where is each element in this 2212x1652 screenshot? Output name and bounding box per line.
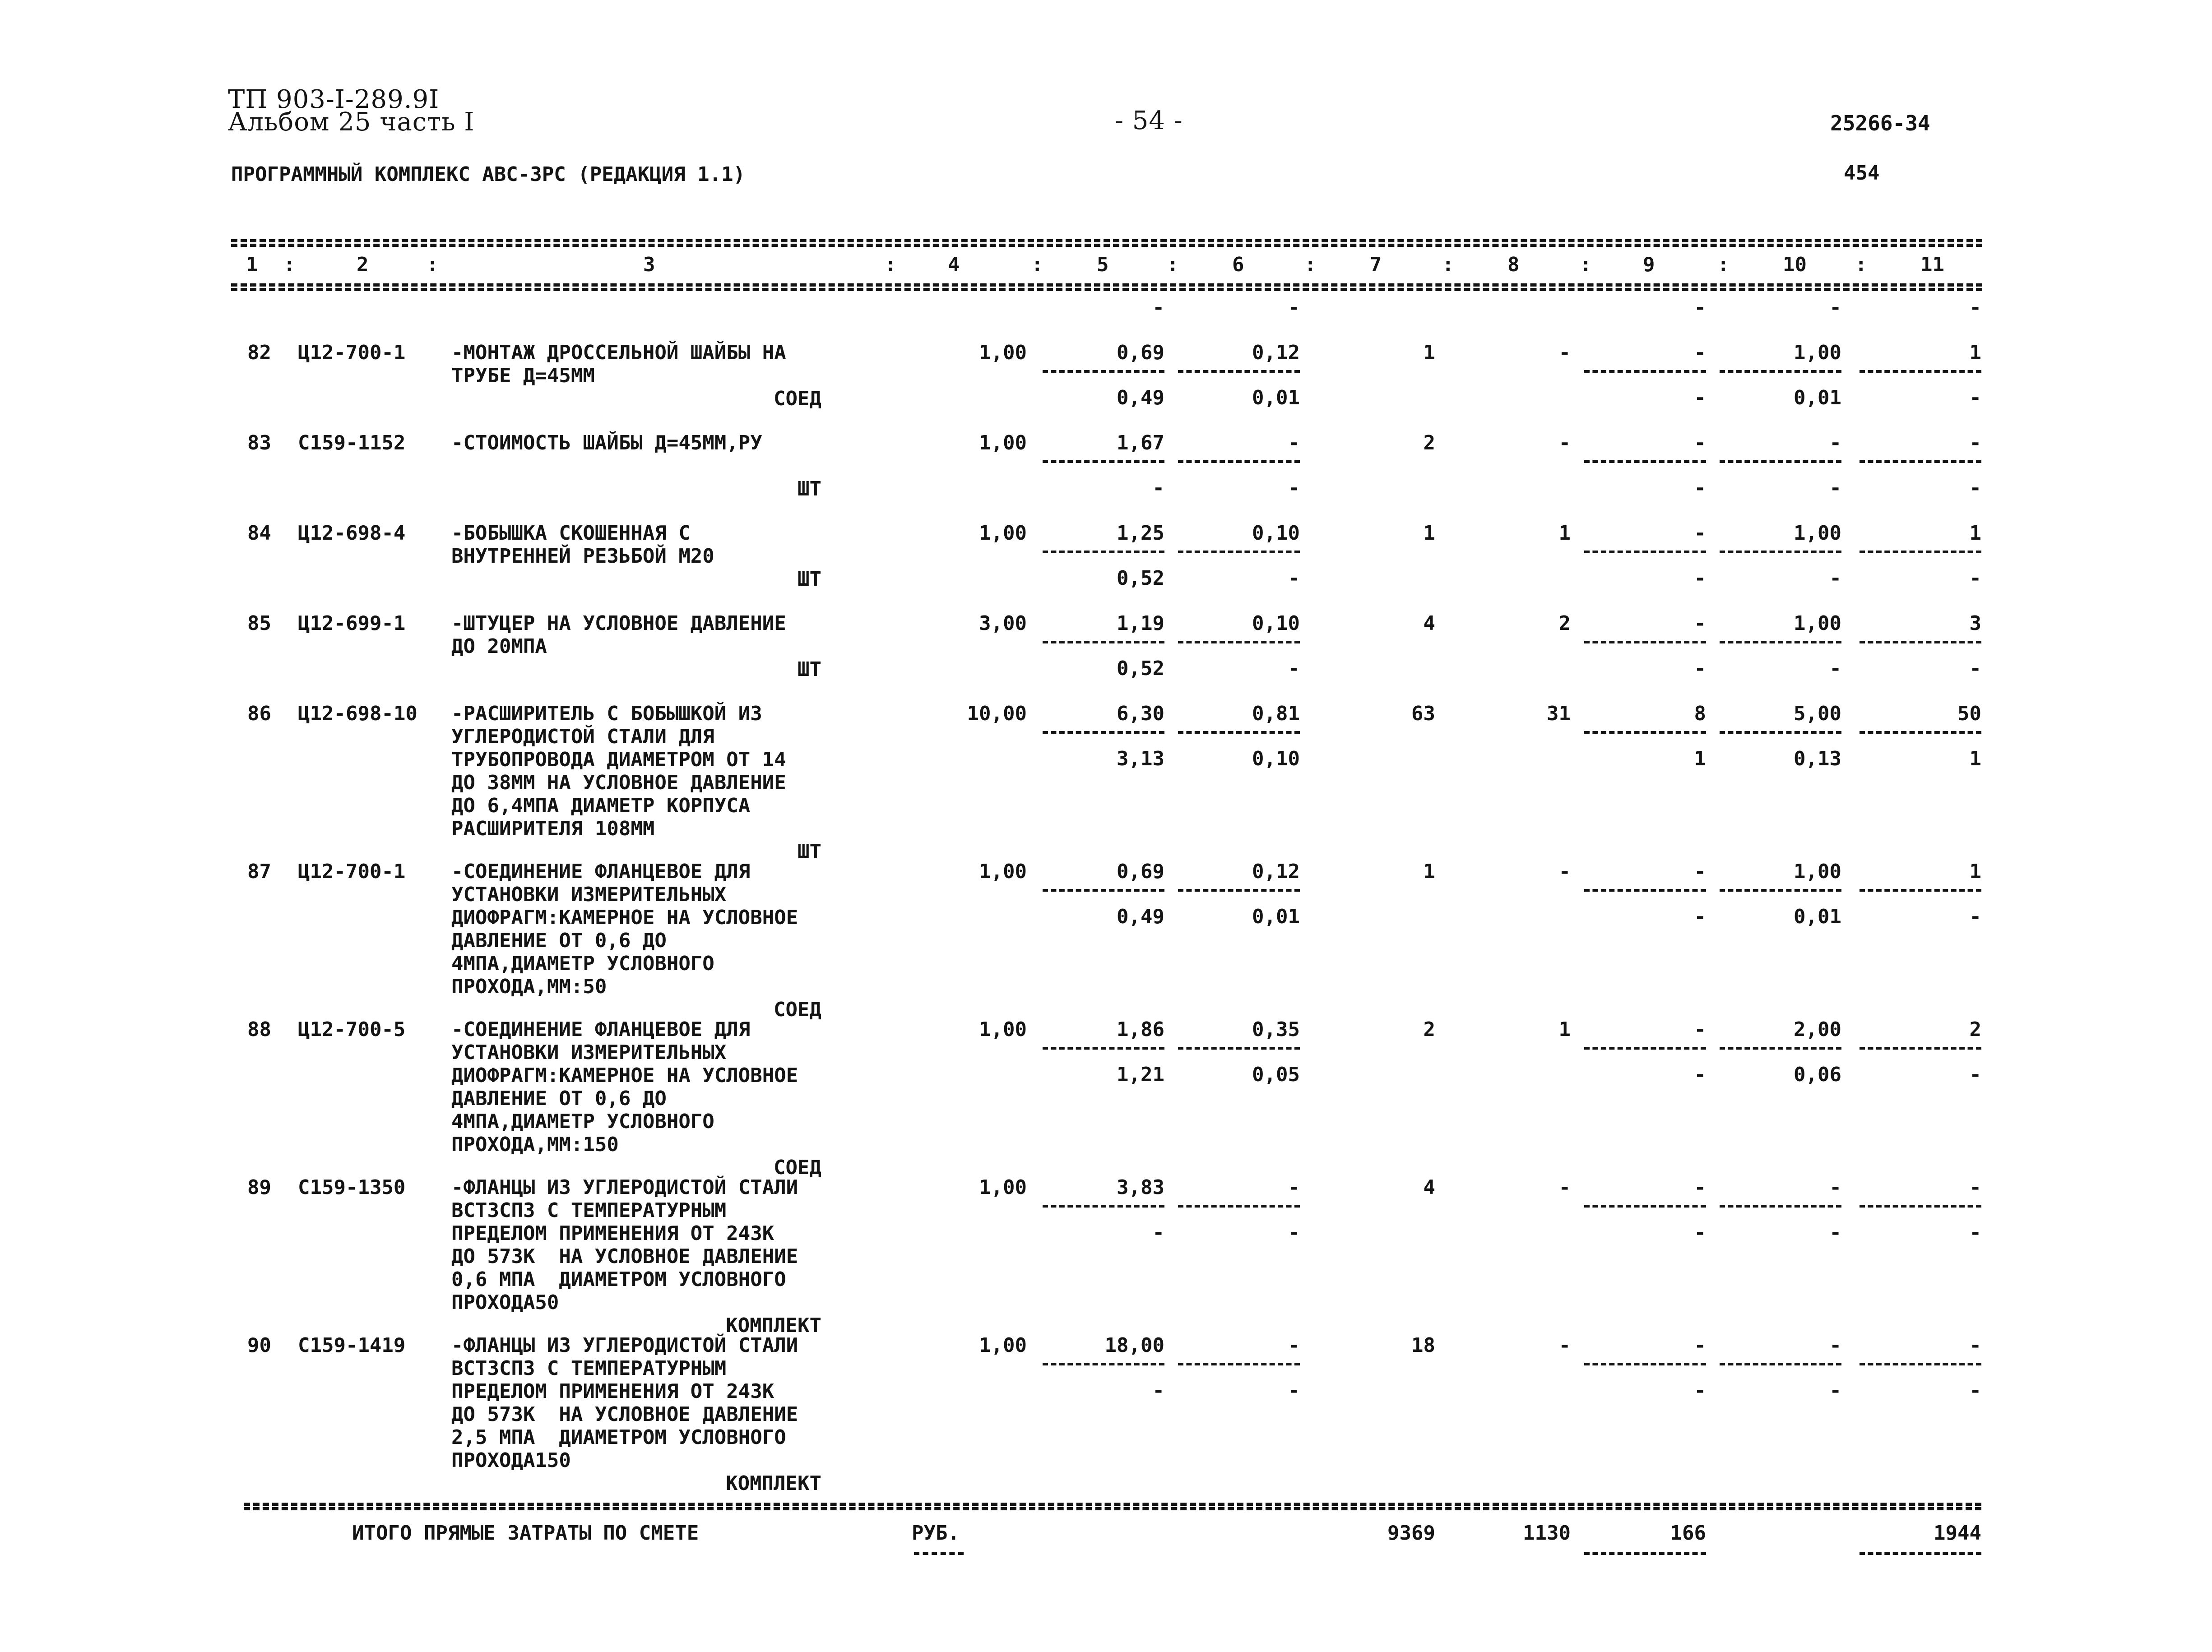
row-quantity: 1,00 — [979, 1018, 1027, 1041]
row-col6-rule — [1178, 1363, 1300, 1365]
row-description-line: ПРОХОДА,ММ:150 — [451, 1133, 619, 1156]
row-col11: 50 — [1957, 702, 1981, 725]
row-description-line: ТРУБЕ Д=45ММ — [451, 364, 595, 387]
row-col9-lower: - — [1694, 905, 1706, 928]
column-separator: : — [1031, 253, 1043, 276]
column-header-8: 8 — [1507, 253, 1520, 276]
column-header-6: 6 — [1232, 253, 1244, 276]
row-col9-rule — [1584, 641, 1706, 643]
row-description-line: 4МПА,ДИАМЕТР УСЛОВНОГО — [451, 1110, 714, 1133]
row-col9: - — [1694, 341, 1706, 364]
row-col11: 1 — [1969, 341, 1981, 364]
row-col6: - — [1288, 431, 1300, 454]
row-quantity: 10,00 — [967, 702, 1027, 725]
row-col10: 2,00 — [1794, 1018, 1841, 1041]
row-col11: 1 — [1969, 522, 1981, 545]
row-col10-lower: 0,01 — [1794, 905, 1841, 928]
row-col7: 4 — [1423, 1176, 1435, 1199]
row-col9-rule — [1584, 889, 1706, 892]
row-col6-lower: - — [1288, 296, 1300, 319]
row-description-line: 0,6 МПА ДИАМЕТРОМ УСЛОВНОГО — [451, 1268, 786, 1291]
row-col6: 0,81 — [1252, 702, 1300, 725]
column-header-11: 11 — [1920, 253, 1944, 276]
row-col11-rule — [1860, 889, 1981, 892]
row-col9-lower: - — [1694, 1221, 1706, 1244]
row-col8: - — [1558, 341, 1571, 364]
row-quantity: 1,00 — [979, 860, 1027, 883]
row-col10: - — [1829, 1334, 1841, 1357]
row-col9-lower: - — [1694, 1379, 1706, 1402]
row-col10-lower: - — [1829, 1379, 1841, 1402]
column-header-4: 4 — [948, 253, 960, 276]
row-col6-rule — [1178, 1205, 1300, 1208]
row-col9-rule — [1584, 1363, 1706, 1365]
row-quantity: 1,00 — [979, 431, 1027, 454]
row-col10: 1,00 — [1794, 522, 1841, 545]
total-col9-underline — [1584, 1552, 1706, 1555]
row-col10-rule — [1720, 731, 1841, 734]
row-description-line: ПРОХОДА50 — [451, 1291, 559, 1314]
row-col5: 1,19 — [1117, 612, 1164, 635]
row-col5-rule — [1043, 460, 1164, 463]
row-col6-lower: - — [1288, 1221, 1300, 1244]
row-code: Ц12-700-5 — [298, 1018, 406, 1041]
row-col11-lower: - — [1969, 1379, 1981, 1402]
column-header-9: 9 — [1643, 253, 1655, 276]
sheet-number: 454 — [1844, 162, 1880, 185]
column-separator: : — [427, 253, 439, 276]
album-label: Альбом 25 часть I — [228, 107, 475, 137]
row-number: 89 — [247, 1176, 271, 1199]
row-col9: - — [1694, 522, 1706, 545]
row-description-line: ТРУБОПРОВОДА ДИАМЕТРОМ ОТ 14 — [451, 748, 786, 771]
column-header-10: 10 — [1783, 253, 1807, 276]
row-col10: - — [1829, 1176, 1841, 1199]
row-col11-rule — [1860, 641, 1981, 643]
row-col5: 0,69 — [1117, 341, 1164, 364]
row-col9-rule — [1584, 1205, 1706, 1208]
row-description-line: ДО 573К НА УСЛОВНОЕ ДАВЛЕНИЕ — [451, 1403, 798, 1426]
row-col8: - — [1558, 1176, 1571, 1199]
row-col10-rule — [1720, 641, 1841, 643]
row-col6-rule — [1178, 370, 1300, 373]
row-col5: 3,83 — [1117, 1176, 1164, 1199]
row-col5-lower: 1,21 — [1117, 1063, 1164, 1086]
row-col9: - — [1694, 431, 1706, 454]
row-description-line: -ШТУЦЕР НА УСЛОВНОЕ ДАВЛЕНИЕ — [451, 612, 786, 635]
row-col6: 0,10 — [1252, 612, 1300, 635]
row-col7: 18 — [1411, 1334, 1435, 1357]
row-description-line: ПРЕДЕЛОМ ПРИМЕНЕНИЯ ОТ 243К — [451, 1222, 774, 1245]
row-quantity: 1,00 — [979, 1176, 1027, 1199]
total-label: ИТОГО ПРЯМЫЕ ЗАТРАТЫ ПО СМЕТЕ — [352, 1522, 699, 1545]
table-top-rule-2 — [231, 244, 1982, 247]
row-description-line: -ФЛАНЦЫ ИЗ УГЛЕРОДИСТОЙ СТАЛИ — [451, 1334, 798, 1357]
row-col5: 1,25 — [1117, 522, 1164, 545]
row-col10-rule — [1720, 460, 1841, 463]
row-code: Ц12-698-10 — [298, 702, 417, 725]
row-unit: ШТ — [798, 477, 821, 500]
row-code: Ц12-700-1 — [298, 341, 406, 364]
row-col11: 1 — [1969, 860, 1981, 883]
row-unit: СОЕД — [774, 998, 821, 1021]
row-col10: - — [1829, 431, 1841, 454]
row-col9-rule — [1584, 460, 1706, 463]
document-number: 25266-34 — [1830, 111, 1930, 135]
column-separator: : — [1580, 253, 1592, 276]
row-col11-lower: - — [1969, 657, 1981, 680]
row-col10: 1,00 — [1794, 341, 1841, 364]
row-col10-rule — [1720, 1363, 1841, 1365]
row-col6-rule — [1178, 551, 1300, 553]
row-description-line: ДО 573К НА УСЛОВНОЕ ДАВЛЕНИЕ — [451, 1245, 798, 1268]
table-header-rule — [231, 283, 1982, 287]
row-col10-rule — [1720, 551, 1841, 553]
column-separator: : — [1167, 253, 1179, 276]
row-col5-lower: - — [1152, 477, 1164, 500]
row-col5-rule — [1043, 370, 1164, 373]
column-header-1: 1 — [246, 253, 258, 276]
row-col6-rule — [1178, 460, 1300, 463]
row-col11-lower: - — [1969, 386, 1981, 409]
row-col5-lower: - — [1152, 296, 1164, 319]
row-col11: - — [1969, 431, 1981, 454]
row-col10-lower: 0,13 — [1794, 747, 1841, 770]
row-description-line: -СОЕДИНЕНИЕ ФЛАНЦЕВОЕ ДЛЯ — [451, 860, 751, 883]
row-col10-rule — [1720, 370, 1841, 373]
row-col8: - — [1558, 1334, 1571, 1357]
row-col10-lower: - — [1829, 1221, 1841, 1244]
row-number: 83 — [247, 431, 271, 454]
row-col11-rule — [1860, 1047, 1981, 1050]
total-rule — [244, 1503, 1981, 1506]
row-col11-rule — [1860, 731, 1981, 734]
row-col10-lower: - — [1829, 477, 1841, 500]
row-col11-lower: - — [1969, 905, 1981, 928]
row-col5-rule — [1043, 551, 1164, 553]
row-col11-lower: - — [1969, 1221, 1981, 1244]
row-description-line: УСТАНОВКИ ИЗМЕРИТЕЛЬНЫХ — [451, 1041, 727, 1064]
row-col10-lower: - — [1829, 567, 1841, 590]
row-unit: СОЕД — [774, 387, 821, 410]
row-col5-lower: 0,49 — [1117, 386, 1164, 409]
row-description-line: ВСТ3СП3 С ТЕМПЕРАТУРНЫМ — [451, 1357, 727, 1380]
row-description-line: ДАВЛЕНИЕ ОТ 0,6 ДО — [451, 1087, 667, 1110]
row-col11-lower: - — [1969, 296, 1981, 319]
row-code: Ц12-699-1 — [298, 612, 406, 635]
row-description-line: -СОЕДИНЕНИЕ ФЛАНЦЕВОЕ ДЛЯ — [451, 1018, 751, 1041]
row-description-line: ВСТ3СП3 С ТЕМПЕРАТУРНЫМ — [451, 1199, 727, 1222]
row-description-line: УСТАНОВКИ ИЗМЕРИТЕЛЬНЫХ — [451, 883, 727, 906]
row-code: С159-1350 — [298, 1176, 406, 1199]
row-col5-lower: - — [1152, 1379, 1164, 1402]
row-col6: 0,35 — [1252, 1018, 1300, 1041]
page-number: - 54 - — [1115, 106, 1183, 135]
row-col11-lower: 1 — [1969, 747, 1981, 770]
row-description-line: ДО 6,4МПА ДИАМЕТР КОРПУСА — [451, 794, 751, 817]
row-description-line: ВНУТРЕННЕЙ РЕЗЬБОЙ М20 — [451, 545, 714, 568]
row-col11: - — [1969, 1334, 1981, 1357]
row-col8: 2 — [1558, 612, 1571, 635]
row-quantity: 3,00 — [979, 612, 1027, 635]
column-separator: : — [1304, 253, 1317, 276]
row-col10-lower: - — [1829, 296, 1841, 319]
row-col9-rule — [1584, 731, 1706, 734]
row-col11: 2 — [1969, 1018, 1981, 1041]
row-unit: КОМПЛЕКТ — [726, 1472, 821, 1495]
row-unit: ШТ — [798, 568, 821, 591]
row-col5: 18,00 — [1104, 1334, 1164, 1357]
row-col7: 1 — [1423, 522, 1435, 545]
row-col9-rule — [1584, 370, 1706, 373]
row-col8: 1 — [1558, 522, 1571, 545]
row-col6-lower: 0,05 — [1252, 1063, 1300, 1086]
row-col9: - — [1694, 860, 1706, 883]
row-col9-lower: - — [1694, 567, 1706, 590]
row-description-line: ПРЕДЕЛОМ ПРИМЕНЕНИЯ ОТ 243К — [451, 1380, 774, 1403]
row-number: 88 — [247, 1018, 271, 1041]
column-header-2: 2 — [357, 253, 369, 276]
row-description-line: РАСШИРИТЕЛЯ 108ММ — [451, 817, 655, 840]
row-unit: ШТ — [798, 840, 821, 863]
row-description-line: 2,5 МПА ДИАМЕТРОМ УСЛОВНОГО — [451, 1426, 786, 1449]
row-quantity: 1,00 — [979, 522, 1027, 545]
row-quantity: 1,00 — [979, 341, 1027, 364]
row-col9: - — [1694, 1176, 1706, 1199]
row-col5-lower: - — [1152, 1221, 1164, 1244]
row-col5-rule — [1043, 641, 1164, 643]
row-description-line: ДИОФРАГМ:КАМЕРНОЕ НА УСЛОВНОЕ — [451, 906, 798, 929]
row-col10-lower: - — [1829, 657, 1841, 680]
row-col6-lower: 0,01 — [1252, 386, 1300, 409]
row-description-line: ДО 38ММ НА УСЛОВНОЕ ДАВЛЕНИЕ — [451, 771, 786, 794]
column-separator: : — [1442, 253, 1454, 276]
row-col5: 0,69 — [1117, 860, 1164, 883]
row-col9-lower: - — [1694, 386, 1706, 409]
row-description-line: ДИОФРАГМ:КАМЕРНОЕ НА УСЛОВНОЕ — [451, 1064, 798, 1087]
row-description-line: -МОНТАЖ ДРОССЕЛЬНОЙ ШАЙБЫ НА — [451, 341, 786, 364]
row-col8: 31 — [1547, 702, 1571, 725]
row-col10: 1,00 — [1794, 612, 1841, 635]
row-col10-rule — [1720, 889, 1841, 892]
row-col6-lower: 0,01 — [1252, 905, 1300, 928]
row-description-line: ПРОХОДА,ММ:50 — [451, 975, 607, 998]
row-number: 82 — [247, 341, 271, 364]
row-col6-rule — [1178, 641, 1300, 643]
row-col5: 1,67 — [1117, 431, 1164, 454]
row-col11: 3 — [1969, 612, 1981, 635]
row-col9-lower: - — [1694, 1063, 1706, 1086]
row-col6-rule — [1178, 889, 1300, 892]
row-col6-lower: - — [1288, 477, 1300, 500]
row-col5-lower: 0,49 — [1117, 905, 1164, 928]
row-unit: ШТ — [798, 658, 821, 681]
row-number: 86 — [247, 702, 271, 725]
row-col7: 1 — [1423, 860, 1435, 883]
row-col5-rule — [1043, 1363, 1164, 1365]
program-title: ПРОГРАММНЫЙ КОМПЛЕКС АВС-3РС (РЕДАКЦИЯ 1.1) — [231, 163, 746, 186]
row-col5-lower: 3,13 — [1117, 747, 1164, 770]
row-col9-rule — [1584, 551, 1706, 553]
row-col10: 1,00 — [1794, 860, 1841, 883]
row-description-line: 4МПА,ДИАМЕТР УСЛОВНОГО — [451, 952, 714, 975]
row-quantity: 1,00 — [979, 1334, 1027, 1357]
row-col9-lower: - — [1694, 477, 1706, 500]
table-top-rule — [231, 239, 1982, 242]
row-unit: СОЕД — [774, 1156, 821, 1179]
row-col5-lower: 0,52 — [1117, 657, 1164, 680]
row-col11-rule — [1860, 460, 1981, 463]
row-col11-rule — [1860, 370, 1981, 373]
column-separator: : — [283, 253, 296, 276]
row-col5-rule — [1043, 731, 1164, 734]
column-header-7: 7 — [1370, 253, 1382, 276]
row-col11-rule — [1860, 1205, 1981, 1208]
row-col5-lower: 0,52 — [1117, 567, 1164, 590]
row-col9-rule — [1584, 1047, 1706, 1050]
row-col10-lower: 0,06 — [1794, 1063, 1841, 1086]
row-col8: - — [1558, 431, 1571, 454]
row-col11-lower: - — [1969, 567, 1981, 590]
row-col6-lower: - — [1288, 567, 1300, 590]
row-unit: КОМПЛЕКТ — [726, 1314, 821, 1337]
total-unit-underline — [914, 1552, 964, 1555]
row-col6-lower: - — [1288, 1379, 1300, 1402]
row-number: 90 — [247, 1334, 271, 1357]
row-col6-rule — [1178, 731, 1300, 734]
column-header-5: 5 — [1097, 253, 1109, 276]
row-code: С159-1152 — [298, 431, 406, 454]
row-col5-rule — [1043, 1047, 1164, 1050]
row-col7: 1 — [1423, 341, 1435, 364]
row-col11: - — [1969, 1176, 1981, 1199]
column-separator: : — [1717, 253, 1730, 276]
row-col9-lower: 1 — [1694, 747, 1706, 770]
row-col9: - — [1694, 1334, 1706, 1357]
row-col11-lower: - — [1969, 1063, 1981, 1086]
row-col5-rule — [1043, 889, 1164, 892]
row-col9: - — [1694, 1018, 1706, 1041]
project-code: ТП 903-I-289.9I — [228, 85, 440, 114]
row-description-line: -ФЛАНЦЫ ИЗ УГЛЕРОДИСТОЙ СТАЛИ — [451, 1176, 798, 1199]
row-code: С159-1419 — [298, 1334, 406, 1357]
row-col7: 4 — [1423, 612, 1435, 635]
row-description-line: ДАВЛЕНИЕ ОТ 0,6 ДО — [451, 929, 667, 952]
row-col10-rule — [1720, 1205, 1841, 1208]
row-col5: 6,30 — [1117, 702, 1164, 725]
row-description-line: -БОБЫШКА СКОШЕННАЯ С — [451, 522, 691, 545]
row-col7: 2 — [1423, 1018, 1435, 1041]
row-col7: 63 — [1411, 702, 1435, 725]
row-col7: 2 — [1423, 431, 1435, 454]
row-number: 85 — [247, 612, 271, 635]
row-col6: 0,10 — [1252, 522, 1300, 545]
row-col6-lower: - — [1288, 657, 1300, 680]
row-description-line: -СТОИМОСТЬ ШАЙБЫ Д=45ММ,РУ — [451, 431, 762, 454]
row-col10-rule — [1720, 1047, 1841, 1050]
row-col6: 0,12 — [1252, 860, 1300, 883]
column-separator: : — [1855, 253, 1867, 276]
total-col11: 1944 — [1934, 1522, 1981, 1545]
row-col9-lower: - — [1694, 296, 1706, 319]
row-code: Ц12-698-4 — [298, 522, 406, 545]
row-col9: - — [1694, 612, 1706, 635]
total-col9: 166 — [1670, 1522, 1706, 1545]
row-description-line: ДО 20МПА — [451, 635, 547, 658]
total-rule-2 — [244, 1507, 1981, 1510]
row-col8: 1 — [1558, 1018, 1571, 1041]
row-description-line: ПРОХОДА150 — [451, 1449, 571, 1472]
total-col7: 9369 — [1387, 1522, 1435, 1545]
row-col6-lower: 0,10 — [1252, 747, 1300, 770]
total-col8: 1130 — [1523, 1522, 1571, 1545]
row-number: 87 — [247, 860, 271, 883]
column-separator: : — [885, 253, 897, 276]
total-unit: РУБ. — [912, 1522, 960, 1545]
row-col6: - — [1288, 1176, 1300, 1199]
row-col10: 5,00 — [1794, 702, 1841, 725]
column-header-3: 3 — [643, 253, 655, 276]
row-col9: 8 — [1694, 702, 1706, 725]
total-col11-underline — [1860, 1552, 1981, 1555]
row-col11-rule — [1860, 551, 1981, 553]
row-col10-lower: 0,01 — [1794, 386, 1841, 409]
table-header-rule-2 — [231, 288, 1982, 291]
row-description-line: -РАСШИРИТЕЛЬ С БОБЫШКОЙ ИЗ — [451, 702, 762, 725]
row-col6-rule — [1178, 1047, 1300, 1050]
row-col5: 1,86 — [1117, 1018, 1164, 1041]
row-code: Ц12-700-1 — [298, 860, 406, 883]
row-col6: - — [1288, 1334, 1300, 1357]
row-col9-lower: - — [1694, 657, 1706, 680]
row-number: 84 — [247, 522, 271, 545]
row-col5-rule — [1043, 1205, 1164, 1208]
row-col11-lower: - — [1969, 477, 1981, 500]
row-col11-rule — [1860, 1363, 1981, 1365]
row-col8: - — [1558, 860, 1571, 883]
row-description-line: УГЛЕРОДИСТОЙ СТАЛИ ДЛЯ — [451, 725, 714, 748]
row-col6: 0,12 — [1252, 341, 1300, 364]
